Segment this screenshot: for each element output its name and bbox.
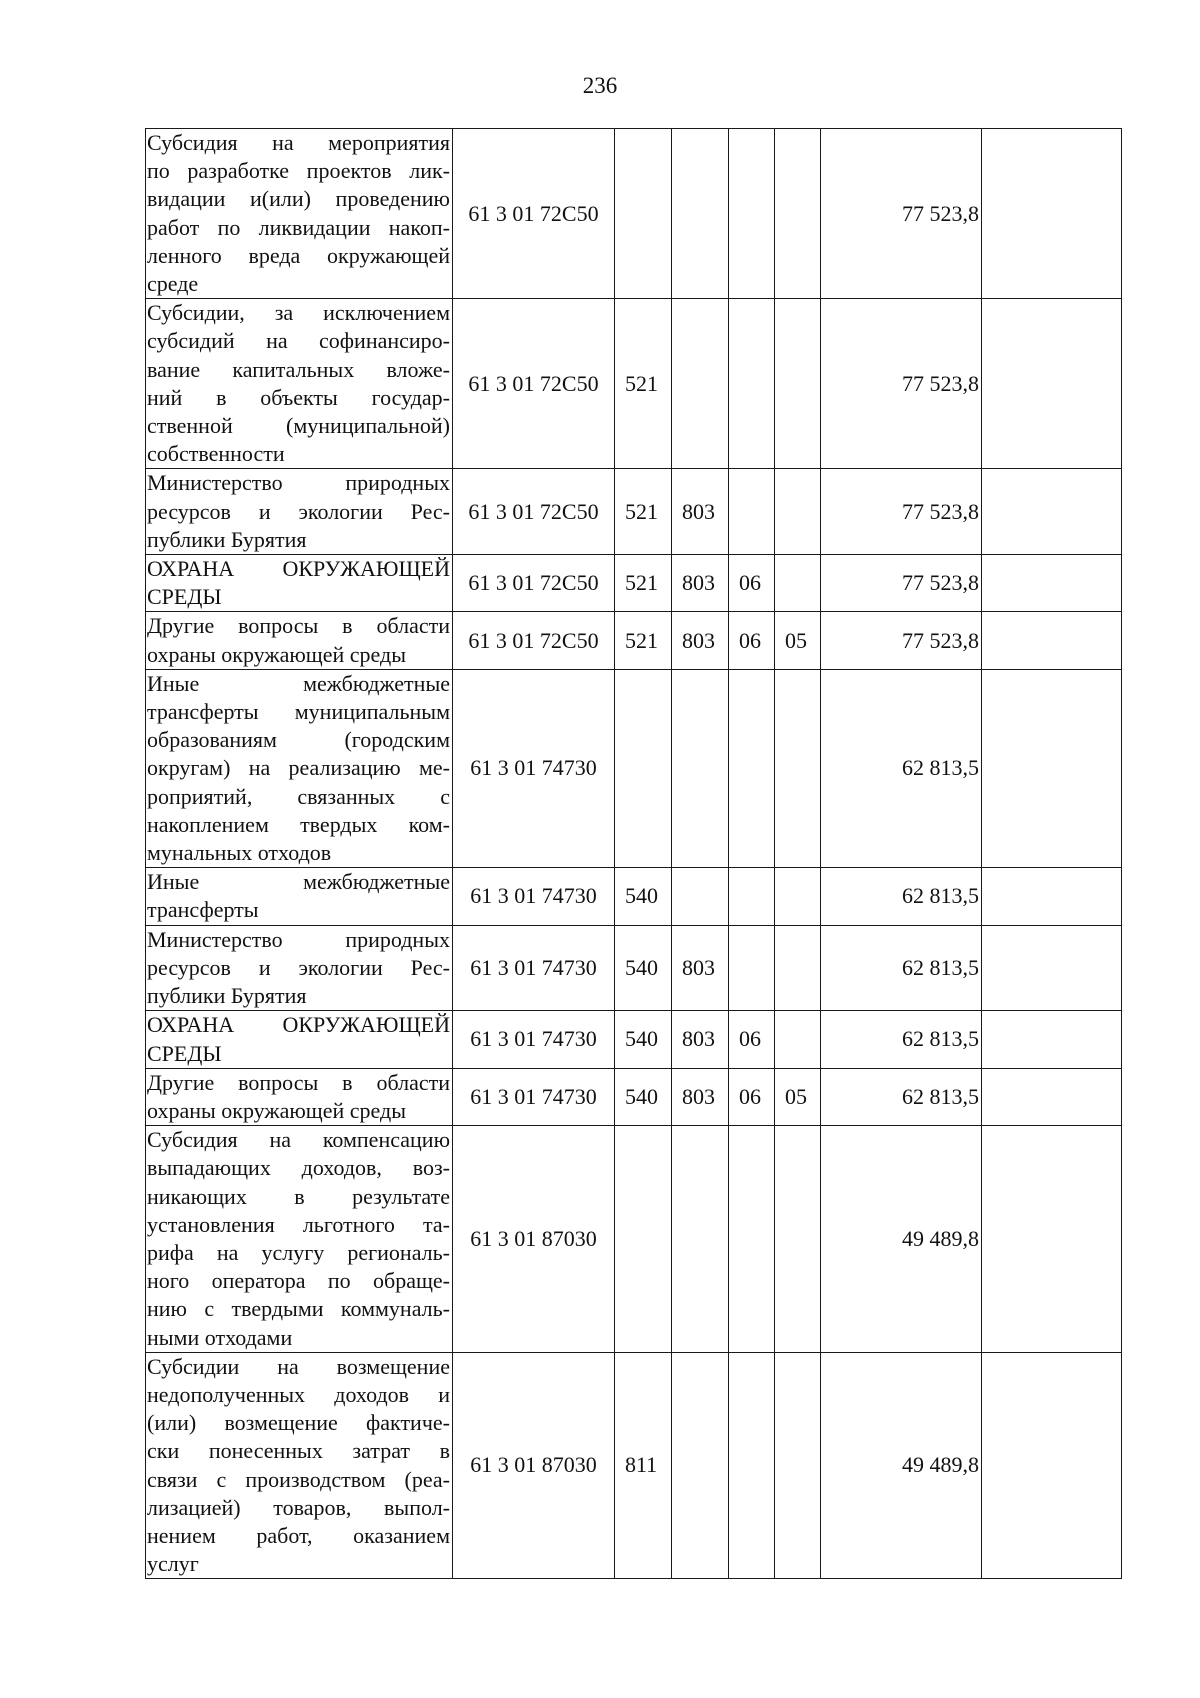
extra-column-cell (982, 299, 1122, 469)
row-name-line: Субсидия на компенсацию (147, 1127, 450, 1153)
row-name-line: Иные межбюджетные (147, 869, 450, 895)
table-row (146, 129, 1122, 299)
row-name-cell (146, 1068, 453, 1125)
extra-column-cell (982, 1352, 1122, 1579)
row-name-line: услуг (147, 1551, 199, 1577)
row-name-line: Иные межбюджетные (147, 670, 450, 696)
ministry-code-cell (672, 1352, 729, 1579)
budget-table (145, 128, 1122, 1579)
section-code-cell (729, 299, 775, 469)
ministry-code-cell: 803 (672, 612, 729, 669)
row-name-line: ОХРАНА ОКРУЖАЮЩЕЙ (147, 1012, 450, 1038)
extra-column-cell (982, 1068, 1122, 1125)
subsection-code-cell: 05 (775, 1068, 821, 1125)
section-code-cell (729, 925, 775, 1011)
expense-type-cell: 540 (615, 1011, 672, 1068)
row-name-line: видации и(или) проведению (147, 186, 450, 212)
row-name-cell (146, 1126, 453, 1353)
row-name-line: ски понесенных затрат в (147, 1438, 450, 1464)
target-article-code-cell: 61 3 01 72С50 (453, 299, 615, 469)
row-name-cell (146, 299, 453, 469)
row-name-line: рифа на услугу региональ- (147, 1239, 450, 1265)
ministry-code-cell (672, 299, 729, 469)
amount-cell: 62 813,5 (821, 1068, 982, 1125)
row-name-line: нением работ, оказанием (147, 1522, 450, 1548)
row-name-line: нию с твердыми коммуналь- (147, 1296, 450, 1322)
row-name-line: публики Бурятия (147, 526, 307, 552)
row-name-line: ресурсов и экологии Рес- (147, 498, 450, 524)
extra-column-cell (982, 669, 1122, 867)
row-name-line: работ по ликвидации накоп- (147, 214, 450, 240)
target-article-code-cell: 61 3 01 74730 (453, 669, 615, 867)
target-article-code-cell: 61 3 01 72С50 (453, 469, 615, 555)
extra-column-cell (982, 1011, 1122, 1068)
row-name-line: трансферты муниципальным (147, 699, 450, 725)
subsection-code-cell (775, 469, 821, 555)
subsection-code-cell (775, 129, 821, 299)
row-name-line: образованиям (городским (147, 727, 450, 753)
section-code-cell: 06 (729, 1011, 775, 1068)
expense-type-cell (615, 1126, 672, 1353)
amount-cell: 62 813,5 (821, 669, 982, 867)
subsection-code-cell (775, 1011, 821, 1068)
row-name-line: собственности (147, 441, 285, 467)
ministry-code-cell (672, 669, 729, 867)
expense-type-cell: 540 (615, 1068, 672, 1125)
row-name-line: среде (147, 271, 199, 297)
subsection-code-cell (775, 555, 821, 612)
extra-column-cell (982, 925, 1122, 1011)
extra-column-cell (982, 868, 1122, 925)
row-name-line: ний в объекты государ- (147, 384, 450, 410)
row-name-line: Субсидии на возмещение (147, 1353, 450, 1379)
ministry-code-cell: 803 (672, 469, 729, 555)
table-row (146, 925, 1122, 1011)
expense-type-cell: 811 (615, 1352, 672, 1579)
section-code-cell: 06 (729, 1068, 775, 1125)
row-name-line: связи с производством (реа- (147, 1466, 450, 1492)
row-name-line: установления льготного та- (147, 1211, 450, 1237)
row-name-line: округам) на реализацию ме- (147, 755, 450, 781)
extra-column-cell (982, 1126, 1122, 1353)
row-name-line: Министерство природных (147, 470, 450, 496)
row-name-line: ленного вреда окружающей (147, 242, 450, 268)
target-article-code-cell: 61 3 01 74730 (453, 1068, 615, 1125)
target-article-code-cell: 61 3 01 72С50 (453, 612, 615, 669)
section-code-cell: 06 (729, 612, 775, 669)
expense-type-cell: 521 (615, 469, 672, 555)
target-article-code-cell: 61 3 01 74730 (453, 868, 615, 925)
expense-type-cell (615, 669, 672, 867)
table-row (146, 469, 1122, 555)
row-name-cell (146, 129, 453, 299)
row-name-line: трансферты (147, 897, 259, 923)
table-row (146, 1068, 1122, 1125)
amount-cell: 49 489,8 (821, 1352, 982, 1579)
row-name-line: никающих в результате (147, 1183, 450, 1209)
row-name-line: публики Бурятия (147, 983, 307, 1009)
row-name-line: СРЕДЫ (147, 1040, 222, 1066)
ministry-code-cell: 803 (672, 1068, 729, 1125)
subsection-code-cell (775, 868, 821, 925)
table-row (146, 1011, 1122, 1068)
subsection-code-cell (775, 1126, 821, 1353)
amount-cell: 77 523,8 (821, 129, 982, 299)
subsection-code-cell (775, 299, 821, 469)
row-name-cell (146, 469, 453, 555)
expense-type-cell (615, 129, 672, 299)
row-name-cell (146, 925, 453, 1011)
amount-cell: 62 813,5 (821, 925, 982, 1011)
section-code-cell (729, 669, 775, 867)
row-name-line: ресурсов и экологии Рес- (147, 954, 450, 980)
row-name-line: ОХРАНА ОКРУЖАЮЩЕЙ (147, 556, 450, 582)
row-name-line: субсидий на софинансиро- (147, 328, 450, 354)
row-name-cell (146, 1352, 453, 1579)
row-name-line: Другие вопросы в области (147, 1069, 450, 1095)
amount-cell: 77 523,8 (821, 299, 982, 469)
section-code-cell (729, 469, 775, 555)
row-name-line: лизацией) товаров, выпол- (147, 1494, 450, 1520)
row-name-line: Другие вопросы в области (147, 613, 450, 639)
row-name-line: (или) возмещение фактиче- (147, 1410, 450, 1436)
table-row (146, 1352, 1122, 1579)
row-name-line: по разработке проектов лик- (147, 158, 450, 184)
row-name-line: выпадающих доходов, воз- (147, 1155, 450, 1181)
row-name-line: охраны окружающей среды (147, 1097, 406, 1123)
row-name-line: ственной (муниципальной) (147, 413, 450, 439)
table-row (146, 1126, 1122, 1353)
subsection-code-cell (775, 669, 821, 867)
table-body (146, 129, 1122, 1579)
table-row (146, 299, 1122, 469)
table-row (146, 868, 1122, 925)
ministry-code-cell (672, 1126, 729, 1353)
row-name-line: мунальных отходов (147, 840, 332, 866)
expense-type-cell: 521 (615, 612, 672, 669)
section-code-cell (729, 1126, 775, 1353)
subsection-code-cell: 05 (775, 612, 821, 669)
row-name-line: ными отходами (147, 1324, 293, 1350)
table-row (146, 555, 1122, 612)
target-article-code-cell: 61 3 01 72С50 (453, 555, 615, 612)
expense-type-cell: 540 (615, 868, 672, 925)
amount-cell: 62 813,5 (821, 1011, 982, 1068)
amount-cell: 77 523,8 (821, 469, 982, 555)
row-name-line: СРЕДЫ (147, 584, 222, 610)
extra-column-cell (982, 129, 1122, 299)
table-row (146, 612, 1122, 669)
section-code-cell (729, 129, 775, 299)
section-code-cell (729, 1352, 775, 1579)
target-article-code-cell: 61 3 01 72С50 (453, 129, 615, 299)
target-article-code-cell: 61 3 01 87030 (453, 1126, 615, 1353)
amount-cell: 77 523,8 (821, 612, 982, 669)
amount-cell: 49 489,8 (821, 1126, 982, 1353)
row-name-line: Субсидия на мероприятия (147, 130, 450, 155)
row-name-line: накоплением твердых ком- (147, 811, 450, 837)
ministry-code-cell (672, 868, 729, 925)
page-number: 236 (582, 73, 618, 98)
expense-type-cell: 521 (615, 555, 672, 612)
ministry-code-cell (672, 129, 729, 299)
row-name-cell (146, 555, 453, 612)
row-name-line: Субсидии, за исключением (147, 300, 450, 326)
row-name-line: Министерство природных (147, 926, 450, 952)
extra-column-cell (982, 612, 1122, 669)
section-code-cell: 06 (729, 555, 775, 612)
target-article-code-cell: 61 3 01 74730 (453, 925, 615, 1011)
extra-column-cell (982, 555, 1122, 612)
row-name-line: охраны окружающей среды (147, 641, 406, 667)
row-name-line: вание капитальных вложе- (147, 356, 450, 382)
row-name-cell (146, 669, 453, 867)
target-article-code-cell: 61 3 01 87030 (453, 1352, 615, 1579)
section-code-cell (729, 868, 775, 925)
subsection-code-cell (775, 925, 821, 1011)
target-article-code-cell: 61 3 01 74730 (453, 1011, 615, 1068)
ministry-code-cell: 803 (672, 1011, 729, 1068)
expense-type-cell: 521 (615, 299, 672, 469)
row-name-cell (146, 612, 453, 669)
ministry-code-cell: 803 (672, 925, 729, 1011)
row-name-line: недополученных доходов и (147, 1381, 450, 1407)
row-name-line: роприятий, связанных с (147, 783, 450, 809)
amount-cell: 77 523,8 (821, 555, 982, 612)
table-row (146, 669, 1122, 867)
expense-type-cell: 540 (615, 925, 672, 1011)
row-name-line: ного оператора по обраще- (147, 1268, 450, 1294)
row-name-cell (146, 1011, 453, 1068)
subsection-code-cell (775, 1352, 821, 1579)
row-name-cell (146, 868, 453, 925)
amount-cell: 62 813,5 (821, 868, 982, 925)
ministry-code-cell: 803 (672, 555, 729, 612)
extra-column-cell (982, 469, 1122, 555)
